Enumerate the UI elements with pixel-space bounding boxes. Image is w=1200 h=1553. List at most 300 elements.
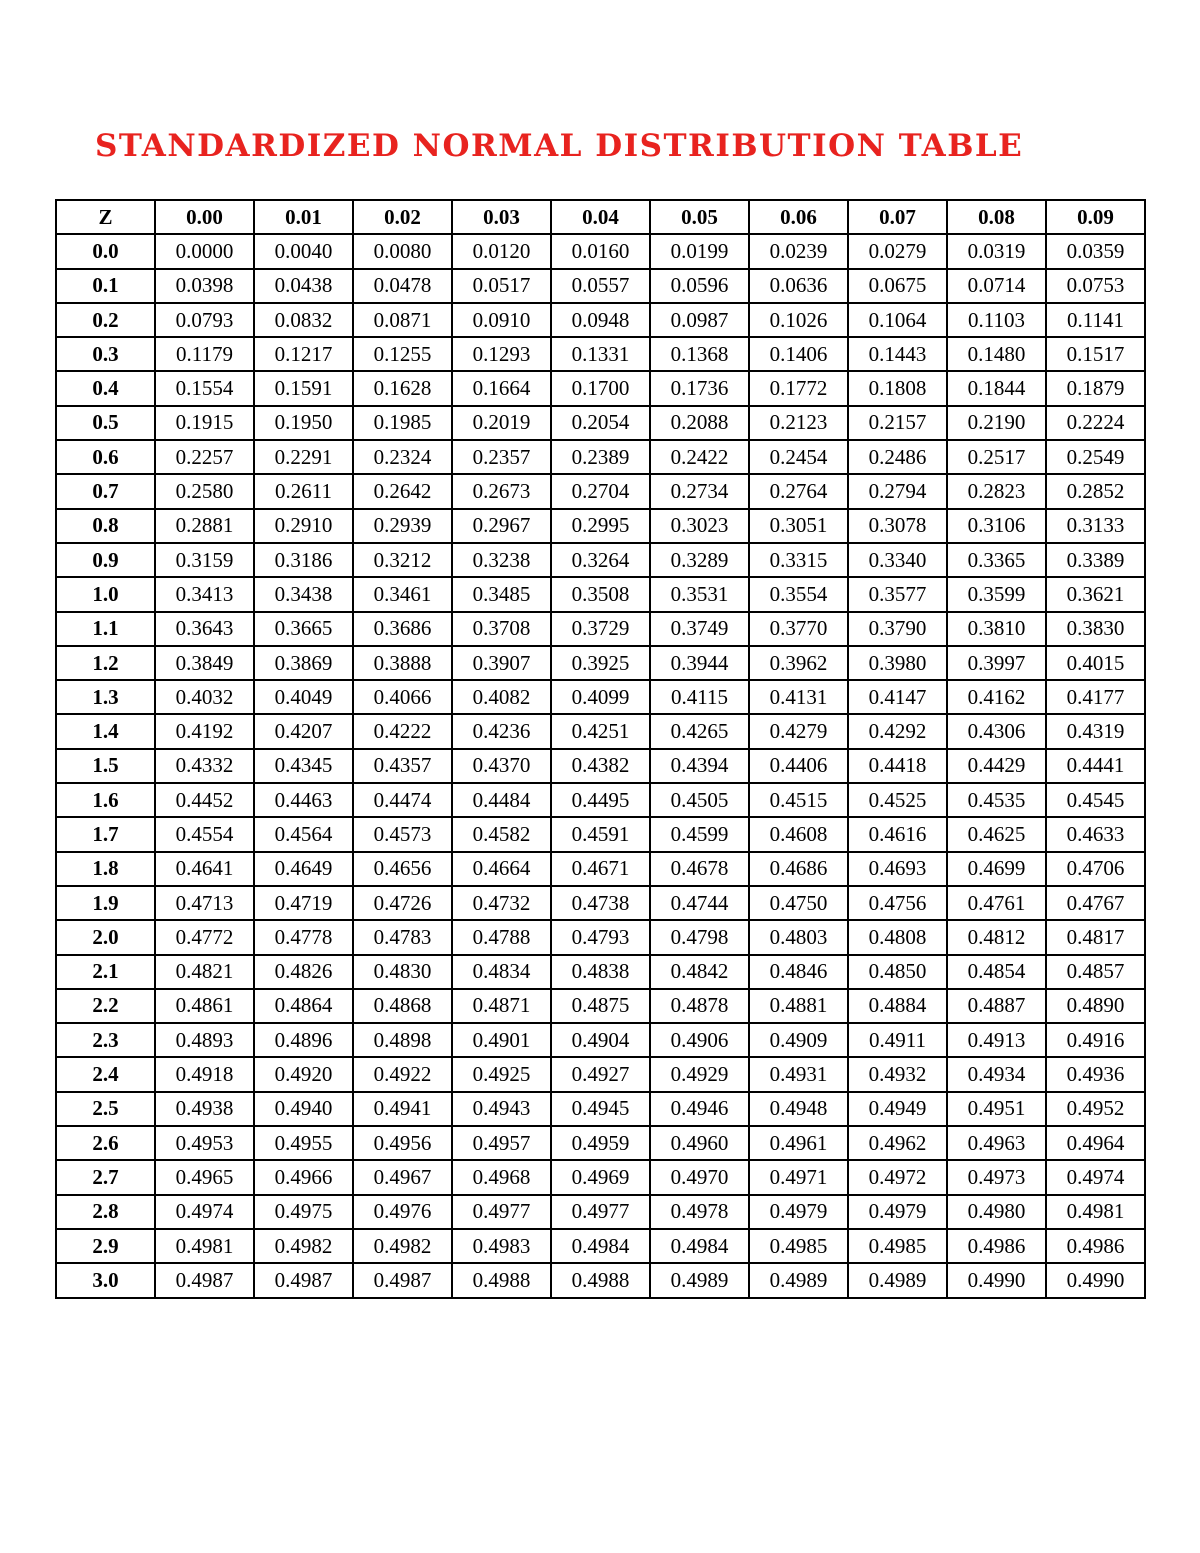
table-row [56, 474, 1145, 508]
probability-cell: 0.3264 [551, 543, 650, 577]
probability-cell: 0.4345 [254, 749, 353, 783]
header-col: 0.00 [155, 200, 254, 234]
probability-cell: 0.4953 [155, 1126, 254, 1160]
probability-cell: 0.3531 [650, 577, 749, 611]
probability-cell: 0.4940 [254, 1092, 353, 1126]
probability-cell: 0.4032 [155, 680, 254, 714]
probability-cell: 0.2910 [254, 509, 353, 543]
z-value-cell: 0.3 [56, 337, 155, 371]
probability-cell: 0.3830 [1046, 612, 1145, 646]
probability-cell: 0.4985 [848, 1229, 947, 1263]
probability-cell: 0.4955 [254, 1126, 353, 1160]
probability-cell: 0.4972 [848, 1160, 947, 1194]
probability-cell: 0.4826 [254, 955, 353, 989]
probability-cell: 0.4505 [650, 783, 749, 817]
probability-cell: 0.4987 [353, 1263, 452, 1297]
probability-cell: 0.0120 [452, 234, 551, 268]
probability-cell: 0.4649 [254, 852, 353, 886]
probability-cell: 0.4750 [749, 886, 848, 920]
table-body [56, 234, 1145, 1297]
probability-cell: 0.1879 [1046, 371, 1145, 405]
probability-cell: 0.4599 [650, 817, 749, 851]
probability-cell: 0.0636 [749, 269, 848, 303]
table-row [56, 543, 1145, 577]
probability-cell: 0.4808 [848, 920, 947, 954]
probability-cell: 0.4906 [650, 1023, 749, 1057]
probability-cell: 0.1443 [848, 337, 947, 371]
probability-cell: 0.0398 [155, 269, 254, 303]
probability-cell: 0.4306 [947, 714, 1046, 748]
probability-cell: 0.2019 [452, 406, 551, 440]
probability-cell: 0.4793 [551, 920, 650, 954]
probability-cell: 0.3340 [848, 543, 947, 577]
probability-cell: 0.4890 [1046, 989, 1145, 1023]
probability-cell: 0.4857 [1046, 955, 1145, 989]
table-row [56, 406, 1145, 440]
probability-cell: 0.4861 [155, 989, 254, 1023]
header-col: 0.04 [551, 200, 650, 234]
probability-cell: 0.2517 [947, 440, 1046, 474]
z-value-cell: 2.0 [56, 920, 155, 954]
z-table [55, 199, 1146, 1299]
probability-cell: 0.2734 [650, 474, 749, 508]
probability-cell: 0.0793 [155, 303, 254, 337]
probability-cell: 0.4744 [650, 886, 749, 920]
probability-cell: 0.2389 [551, 440, 650, 474]
probability-cell: 0.2794 [848, 474, 947, 508]
probability-cell: 0.2549 [1046, 440, 1145, 474]
probability-cell: 0.4706 [1046, 852, 1145, 886]
z-value-cell: 1.2 [56, 646, 155, 680]
probability-cell: 0.4918 [155, 1057, 254, 1091]
probability-cell: 0.2823 [947, 474, 1046, 508]
probability-cell: 0.4913 [947, 1023, 1046, 1057]
probability-cell: 0.1700 [551, 371, 650, 405]
probability-cell: 0.4909 [749, 1023, 848, 1057]
probability-cell: 0.4406 [749, 749, 848, 783]
probability-cell: 0.4838 [551, 955, 650, 989]
probability-cell: 0.4418 [848, 749, 947, 783]
probability-cell: 0.4474 [353, 783, 452, 817]
probability-cell: 0.4989 [650, 1263, 749, 1297]
probability-cell: 0.4871 [452, 989, 551, 1023]
probability-cell: 0.3790 [848, 612, 947, 646]
probability-cell: 0.3925 [551, 646, 650, 680]
probability-cell: 0.4974 [1046, 1160, 1145, 1194]
z-value-cell: 0.6 [56, 440, 155, 474]
probability-cell: 0.0478 [353, 269, 452, 303]
probability-cell: 0.3643 [155, 612, 254, 646]
probability-cell: 0.4846 [749, 955, 848, 989]
probability-cell: 0.4671 [551, 852, 650, 886]
header-col: 0.03 [452, 200, 551, 234]
probability-cell: 0.2324 [353, 440, 452, 474]
probability-cell: 0.4971 [749, 1160, 848, 1194]
probability-cell: 0.4319 [1046, 714, 1145, 748]
z-value-cell: 2.5 [56, 1092, 155, 1126]
probability-cell: 0.1480 [947, 337, 1046, 371]
probability-cell: 0.3023 [650, 509, 749, 543]
probability-cell: 0.4641 [155, 852, 254, 886]
probability-cell: 0.0910 [452, 303, 551, 337]
z-value-cell: 0.8 [56, 509, 155, 543]
probability-cell: 0.4981 [1046, 1195, 1145, 1229]
probability-cell: 0.4817 [1046, 920, 1145, 954]
z-value-cell: 0.4 [56, 371, 155, 405]
probability-cell: 0.1141 [1046, 303, 1145, 337]
header-col: 0.06 [749, 200, 848, 234]
probability-cell: 0.4756 [848, 886, 947, 920]
probability-cell: 0.4878 [650, 989, 749, 1023]
table-row [56, 680, 1145, 714]
probability-cell: 0.4726 [353, 886, 452, 920]
probability-cell: 0.4803 [749, 920, 848, 954]
probability-cell: 0.2673 [452, 474, 551, 508]
table-row [56, 817, 1145, 851]
probability-cell: 0.0438 [254, 269, 353, 303]
z-value-cell: 1.4 [56, 714, 155, 748]
z-value-cell: 1.8 [56, 852, 155, 886]
probability-cell: 0.0239 [749, 234, 848, 268]
z-value-cell: 2.9 [56, 1229, 155, 1263]
probability-cell: 0.4693 [848, 852, 947, 886]
z-value-cell: 1.7 [56, 817, 155, 851]
probability-cell: 0.2967 [452, 509, 551, 543]
probability-cell: 0.4984 [650, 1229, 749, 1263]
probability-cell: 0.1772 [749, 371, 848, 405]
z-value-cell: 2.7 [56, 1160, 155, 1194]
probability-cell: 0.4920 [254, 1057, 353, 1091]
probability-cell: 0.1217 [254, 337, 353, 371]
probability-cell: 0.4901 [452, 1023, 551, 1057]
z-value-cell: 0.2 [56, 303, 155, 337]
probability-cell: 0.4082 [452, 680, 551, 714]
probability-cell: 0.4207 [254, 714, 353, 748]
probability-cell: 0.0714 [947, 269, 1046, 303]
table-row [56, 577, 1145, 611]
probability-cell: 0.4778 [254, 920, 353, 954]
probability-cell: 0.4463 [254, 783, 353, 817]
probability-cell: 0.4938 [155, 1092, 254, 1126]
probability-cell: 0.2704 [551, 474, 650, 508]
probability-cell: 0.3997 [947, 646, 1046, 680]
probability-cell: 0.4332 [155, 749, 254, 783]
page-title: STANDARDIZED NORMAL DISTRIBUTION TABLE [95, 128, 1024, 164]
probability-cell: 0.4798 [650, 920, 749, 954]
header-row [56, 200, 1145, 234]
probability-cell: 0.1517 [1046, 337, 1145, 371]
probability-cell: 0.2486 [848, 440, 947, 474]
probability-cell: 0.2852 [1046, 474, 1145, 508]
probability-cell: 0.0160 [551, 234, 650, 268]
probability-cell: 0.4962 [848, 1126, 947, 1160]
z-value-cell: 1.1 [56, 612, 155, 646]
probability-cell: 0.1554 [155, 371, 254, 405]
probability-cell: 0.4941 [353, 1092, 452, 1126]
probability-cell: 0.4981 [155, 1229, 254, 1263]
probability-cell: 0.0319 [947, 234, 1046, 268]
probability-cell: 0.3980 [848, 646, 947, 680]
probability-cell: 0.4554 [155, 817, 254, 851]
probability-cell: 0.4925 [452, 1057, 551, 1091]
probability-cell: 0.4664 [452, 852, 551, 886]
probability-cell: 0.4738 [551, 886, 650, 920]
probability-cell: 0.4236 [452, 714, 551, 748]
probability-cell: 0.4975 [254, 1195, 353, 1229]
probability-cell: 0.4943 [452, 1092, 551, 1126]
probability-cell: 0.2088 [650, 406, 749, 440]
probability-cell: 0.4986 [947, 1229, 1046, 1263]
probability-cell: 0.2454 [749, 440, 848, 474]
probability-cell: 0.1064 [848, 303, 947, 337]
probability-cell: 0.1103 [947, 303, 1046, 337]
probability-cell: 0.3869 [254, 646, 353, 680]
probability-cell: 0.3621 [1046, 577, 1145, 611]
probability-cell: 0.4854 [947, 955, 1046, 989]
probability-cell: 0.3888 [353, 646, 452, 680]
probability-cell: 0.2224 [1046, 406, 1145, 440]
probability-cell: 0.4177 [1046, 680, 1145, 714]
probability-cell: 0.4932 [848, 1057, 947, 1091]
probability-cell: 0.4916 [1046, 1023, 1145, 1057]
probability-cell: 0.4582 [452, 817, 551, 851]
probability-cell: 0.4821 [155, 955, 254, 989]
probability-cell: 0.3944 [650, 646, 749, 680]
probability-cell: 0.0753 [1046, 269, 1145, 303]
probability-cell: 0.4251 [551, 714, 650, 748]
probability-cell: 0.4976 [353, 1195, 452, 1229]
probability-cell: 0.2611 [254, 474, 353, 508]
probability-cell: 0.4961 [749, 1126, 848, 1160]
table-row [56, 886, 1145, 920]
table-row [56, 783, 1145, 817]
probability-cell: 0.4761 [947, 886, 1046, 920]
probability-cell: 0.2291 [254, 440, 353, 474]
probability-cell: 0.4495 [551, 783, 650, 817]
z-value-cell: 0.1 [56, 269, 155, 303]
probability-cell: 0.4956 [353, 1126, 452, 1160]
z-value-cell: 2.3 [56, 1023, 155, 1057]
probability-cell: 0.3212 [353, 543, 452, 577]
probability-cell: 0.4931 [749, 1057, 848, 1091]
probability-cell: 0.4911 [848, 1023, 947, 1057]
probability-cell: 0.2123 [749, 406, 848, 440]
probability-cell: 0.4963 [947, 1126, 1046, 1160]
probability-cell: 0.4957 [452, 1126, 551, 1160]
probability-cell: 0.4573 [353, 817, 452, 851]
probability-cell: 0.4970 [650, 1160, 749, 1194]
probability-cell: 0.0557 [551, 269, 650, 303]
probability-cell: 0.3389 [1046, 543, 1145, 577]
probability-cell: 0.4959 [551, 1126, 650, 1160]
probability-cell: 0.1736 [650, 371, 749, 405]
probability-cell: 0.4484 [452, 783, 551, 817]
probability-cell: 0.3485 [452, 577, 551, 611]
z-value-cell: 0.9 [56, 543, 155, 577]
probability-cell: 0.3577 [848, 577, 947, 611]
probability-cell: 0.4990 [1046, 1263, 1145, 1297]
probability-cell: 0.4699 [947, 852, 1046, 886]
probability-cell: 0.2764 [749, 474, 848, 508]
probability-cell: 0.1368 [650, 337, 749, 371]
table-row [56, 371, 1145, 405]
table-row [56, 303, 1145, 337]
probability-cell: 0.2190 [947, 406, 1046, 440]
probability-cell: 0.4783 [353, 920, 452, 954]
probability-cell: 0.4842 [650, 955, 749, 989]
probability-cell: 0.4881 [749, 989, 848, 1023]
probability-cell: 0.4625 [947, 817, 1046, 851]
header-col: 0.02 [353, 200, 452, 234]
probability-cell: 0.4966 [254, 1160, 353, 1194]
table-row [56, 1263, 1145, 1297]
probability-cell: 0.4986 [1046, 1229, 1145, 1263]
probability-cell: 0.2881 [155, 509, 254, 543]
probability-cell: 0.4115 [650, 680, 749, 714]
probability-cell: 0.3962 [749, 646, 848, 680]
probability-cell: 0.4988 [551, 1263, 650, 1297]
probability-cell: 0.3315 [749, 543, 848, 577]
probability-cell: 0.4978 [650, 1195, 749, 1229]
probability-cell: 0.3849 [155, 646, 254, 680]
probability-cell: 0.3665 [254, 612, 353, 646]
z-value-cell: 2.4 [56, 1057, 155, 1091]
probability-cell: 0.4980 [947, 1195, 1046, 1229]
probability-cell: 0.3708 [452, 612, 551, 646]
probability-cell: 0.1915 [155, 406, 254, 440]
probability-cell: 0.4974 [155, 1195, 254, 1229]
probability-cell: 0.4686 [749, 852, 848, 886]
probability-cell: 0.4979 [848, 1195, 947, 1229]
probability-cell: 0.4990 [947, 1263, 1046, 1297]
probability-cell: 0.4875 [551, 989, 650, 1023]
probability-cell: 0.0040 [254, 234, 353, 268]
probability-cell: 0.3238 [452, 543, 551, 577]
probability-cell: 0.4591 [551, 817, 650, 851]
probability-cell: 0.4968 [452, 1160, 551, 1194]
probability-cell: 0.4452 [155, 783, 254, 817]
probability-cell: 0.2257 [155, 440, 254, 474]
probability-cell: 0.0832 [254, 303, 353, 337]
probability-cell: 0.2642 [353, 474, 452, 508]
probability-cell: 0.4382 [551, 749, 650, 783]
probability-cell: 0.1293 [452, 337, 551, 371]
probability-cell: 0.0279 [848, 234, 947, 268]
probability-cell: 0.4525 [848, 783, 947, 817]
probability-cell: 0.4292 [848, 714, 947, 748]
table-row [56, 1092, 1145, 1126]
table-row [56, 852, 1145, 886]
probability-cell: 0.4952 [1046, 1092, 1145, 1126]
probability-cell: 0.4441 [1046, 749, 1145, 783]
table-row [56, 1160, 1145, 1194]
probability-cell: 0.2422 [650, 440, 749, 474]
probability-cell: 0.2995 [551, 509, 650, 543]
probability-cell: 0.4834 [452, 955, 551, 989]
probability-cell: 0.4131 [749, 680, 848, 714]
probability-cell: 0.4830 [353, 955, 452, 989]
probability-cell: 0.3159 [155, 543, 254, 577]
probability-cell: 0.4564 [254, 817, 353, 851]
probability-cell: 0.4929 [650, 1057, 749, 1091]
table-row [56, 440, 1145, 474]
probability-cell: 0.1844 [947, 371, 1046, 405]
probability-cell: 0.4987 [254, 1263, 353, 1297]
probability-cell: 0.4934 [947, 1057, 1046, 1091]
probability-cell: 0.4192 [155, 714, 254, 748]
probability-cell: 0.1664 [452, 371, 551, 405]
z-value-cell: 0.0 [56, 234, 155, 268]
probability-cell: 0.4989 [848, 1263, 947, 1297]
header-col: 0.05 [650, 200, 749, 234]
probability-cell: 0.2157 [848, 406, 947, 440]
probability-cell: 0.0199 [650, 234, 749, 268]
probability-cell: 0.4893 [155, 1023, 254, 1057]
probability-cell: 0.4982 [254, 1229, 353, 1263]
probability-cell: 0.1808 [848, 371, 947, 405]
probability-cell: 0.3810 [947, 612, 1046, 646]
probability-cell: 0.4015 [1046, 646, 1145, 680]
probability-cell: 0.3907 [452, 646, 551, 680]
probability-cell: 0.4719 [254, 886, 353, 920]
probability-cell: 0.4967 [353, 1160, 452, 1194]
probability-cell: 0.4989 [749, 1263, 848, 1297]
probability-cell: 0.4946 [650, 1092, 749, 1126]
probability-cell: 0.4969 [551, 1160, 650, 1194]
probability-cell: 0.4850 [848, 955, 947, 989]
probability-cell: 0.4772 [155, 920, 254, 954]
table-row [56, 714, 1145, 748]
probability-cell: 0.3508 [551, 577, 650, 611]
probability-cell: 0.1331 [551, 337, 650, 371]
probability-cell: 0.4162 [947, 680, 1046, 714]
probability-cell: 0.4949 [848, 1092, 947, 1126]
table-row [56, 269, 1145, 303]
header-col: 0.08 [947, 200, 1046, 234]
z-value-cell: 2.1 [56, 955, 155, 989]
table-row [56, 1023, 1145, 1057]
probability-cell: 0.4864 [254, 989, 353, 1023]
probability-cell: 0.0948 [551, 303, 650, 337]
probability-cell: 0.3461 [353, 577, 452, 611]
probability-cell: 0.4370 [452, 749, 551, 783]
table-row [56, 1229, 1145, 1263]
probability-cell: 0.4545 [1046, 783, 1145, 817]
probability-cell: 0.4608 [749, 817, 848, 851]
probability-cell: 0.4988 [452, 1263, 551, 1297]
probability-cell: 0.1255 [353, 337, 452, 371]
probability-cell: 0.4979 [749, 1195, 848, 1229]
probability-cell: 0.1026 [749, 303, 848, 337]
probability-cell: 0.3770 [749, 612, 848, 646]
probability-cell: 0.4977 [452, 1195, 551, 1229]
probability-cell: 0.4099 [551, 680, 650, 714]
probability-cell: 0.0987 [650, 303, 749, 337]
probability-cell: 0.4898 [353, 1023, 452, 1057]
probability-cell: 0.0000 [155, 234, 254, 268]
table-row [56, 509, 1145, 543]
probability-cell: 0.4948 [749, 1092, 848, 1126]
probability-cell: 0.2054 [551, 406, 650, 440]
probability-cell: 0.4357 [353, 749, 452, 783]
probability-cell: 0.4633 [1046, 817, 1145, 851]
probability-cell: 0.1179 [155, 337, 254, 371]
probability-cell: 0.4678 [650, 852, 749, 886]
probability-cell: 0.3051 [749, 509, 848, 543]
z-value-cell: 2.6 [56, 1126, 155, 1160]
probability-cell: 0.4066 [353, 680, 452, 714]
header-z: Z [56, 200, 155, 234]
